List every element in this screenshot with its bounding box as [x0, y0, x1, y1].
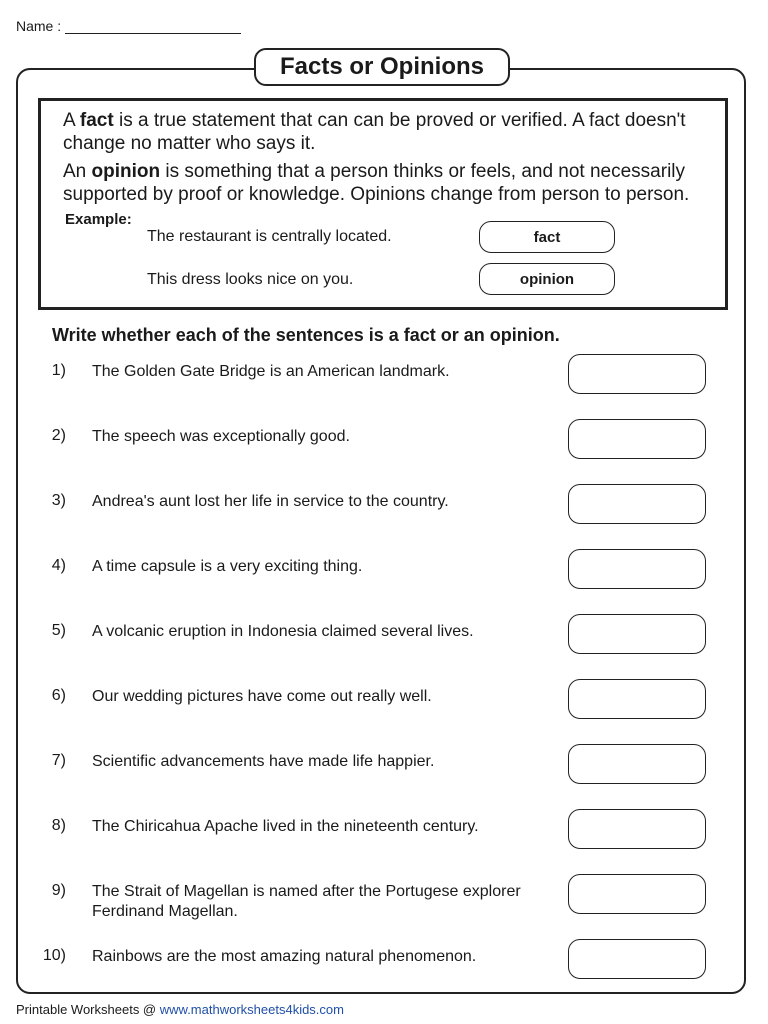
name-blank-line[interactable]	[65, 19, 241, 34]
answer-box[interactable]	[568, 614, 706, 654]
example-sentence-1: The restaurant is centrally located.	[147, 228, 392, 245]
answer-box[interactable]	[568, 809, 706, 849]
answer-box[interactable]	[568, 939, 706, 979]
opinion-term: opinion	[91, 161, 161, 182]
name-label: Name :	[16, 18, 62, 34]
question-text: Andrea's aunt lost her life in service to the country.	[92, 493, 449, 510]
footer	[16, 1002, 344, 1017]
page-title: Facts or Opinions	[254, 48, 510, 86]
example-sentence-2: This dress looks nice on you.	[147, 271, 354, 288]
name-field	[16, 18, 241, 34]
question-number: 6)	[51, 687, 66, 704]
question-text: Our wedding pictures have come out really well.	[92, 688, 432, 705]
question-number: 3)	[51, 492, 66, 509]
question-row	[36, 679, 716, 719]
answer-box[interactable]	[568, 679, 706, 719]
example-label: Example:	[65, 211, 132, 228]
question-text: The speech was exceptionally good.	[92, 428, 350, 445]
question-text: A volcanic eruption in Indonesia claimed several lives.	[92, 623, 474, 640]
question-number: 10)	[42, 947, 66, 964]
example-answer-1: fact	[479, 221, 615, 253]
question-number: 4)	[51, 557, 66, 574]
answer-box[interactable]	[568, 874, 706, 914]
question-row	[36, 549, 716, 589]
fact-definition	[63, 109, 723, 155]
question-number: 1)	[51, 362, 66, 379]
answer-box[interactable]	[568, 484, 706, 524]
answer-box[interactable]	[568, 354, 706, 394]
definitions-box	[38, 98, 728, 310]
answer-box[interactable]	[568, 419, 706, 459]
instructions: Write whether each of the sentences is a fact or an opinion.	[52, 325, 560, 345]
question-row	[36, 614, 716, 654]
question-number: 8)	[51, 817, 66, 834]
question-number: 7)	[51, 752, 66, 769]
footer-prefix: Printable Worksheets @	[16, 1002, 157, 1017]
fact-text: is a true statement that can can be proved or verified. A fact doesn't change no matter who says it.	[63, 110, 686, 154]
question-row	[36, 354, 716, 394]
question-row	[36, 484, 716, 524]
question-row	[36, 939, 716, 979]
question-text: Rainbows are the most amazing natural phenomenon.	[92, 948, 477, 965]
question-row	[36, 419, 716, 459]
opinion-prefix: An	[63, 161, 87, 182]
fact-prefix: A	[63, 110, 75, 131]
answer-box[interactable]	[568, 744, 706, 784]
opinion-definition	[63, 160, 723, 206]
question-number: 5)	[51, 622, 66, 639]
example-answer-2: opinion	[479, 263, 615, 295]
footer-site-link[interactable]: www.mathworksheets4kids.com	[159, 1002, 344, 1017]
question-text: The Strait of Magellan is named after the Portugese explorer Ferdinand Magellan.	[92, 883, 521, 920]
question-text: A time capsule is a very exciting thing.	[92, 558, 363, 575]
question-number: 2)	[51, 427, 66, 444]
question-row	[36, 744, 716, 784]
opinion-text: is something that a person thinks or feels, and not necessarily supported by proof or knowledge. Opinions change from person to person.	[63, 161, 690, 205]
question-row	[36, 809, 716, 849]
fact-term: fact	[79, 110, 114, 131]
question-text: The Chiricahua Apache lived in the nineteenth century.	[92, 818, 479, 835]
answer-box[interactable]	[568, 549, 706, 589]
question-row	[36, 874, 716, 920]
question-number: 9)	[51, 882, 66, 899]
question-text: Scientific advancements have made life happier.	[92, 753, 435, 770]
question-text: The Golden Gate Bridge is an American landmark.	[92, 363, 450, 380]
